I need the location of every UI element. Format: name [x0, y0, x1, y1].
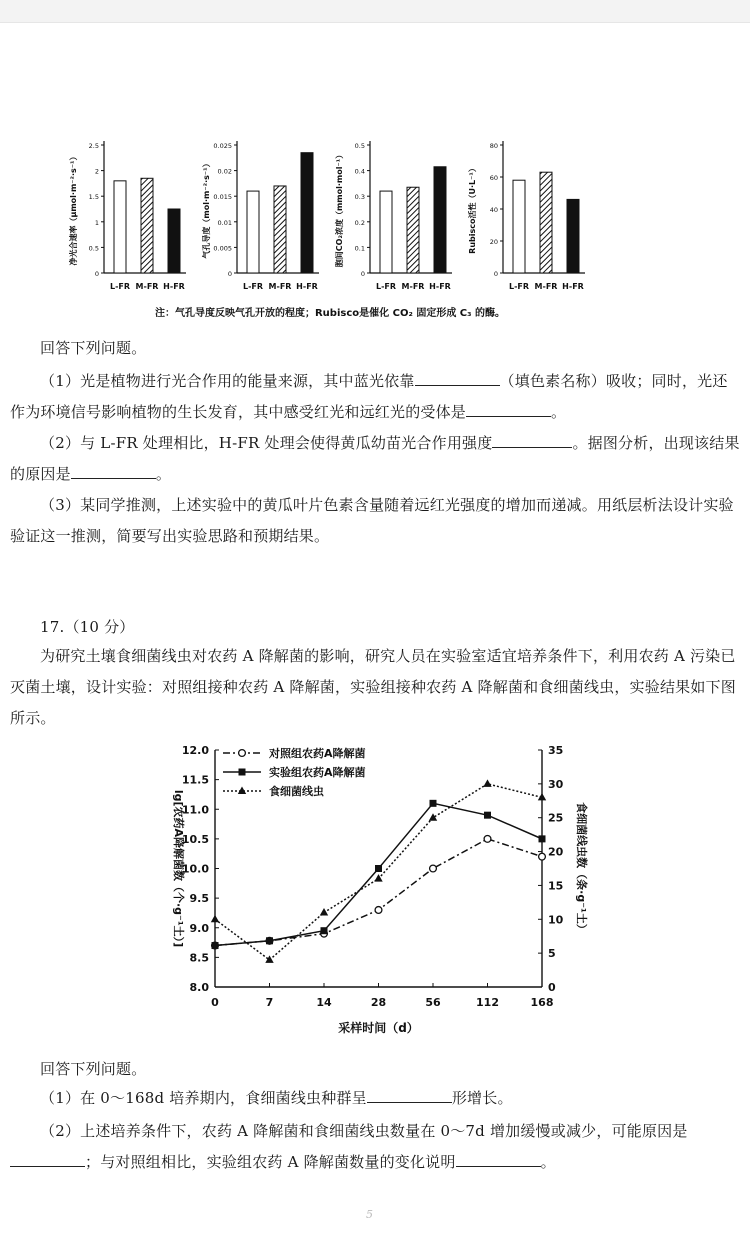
answer-blank-growth-type[interactable]	[367, 1088, 452, 1103]
left-y-tick-label: 11.5	[181, 773, 209, 787]
y-tick-label: 0	[360, 270, 365, 278]
q17-stem: 为研究土壤食细菌线虫对农药 A 降解菌的影响，研究人员在实验室适宜培养条件下，利用农药 A 污染已灭菌土壤，设计实验：对照组接种农药 A 降解菌，实验组接种农药 A 降解菌和食细菌线虫，实验结果如下图所示。	[10, 647, 736, 727]
data-point	[484, 812, 491, 819]
y-tick-label: 0.025	[213, 142, 232, 150]
y-axis-label: Rubisco活性（U·L⁻¹）	[468, 164, 477, 254]
y-tick-label: 0.02	[217, 167, 232, 176]
y-tick-label: 40	[489, 206, 498, 214]
q17-header: 17.（10 分）	[40, 618, 135, 636]
left-y-tick-label: 8.0	[189, 981, 209, 994]
x-tick-label: 168	[530, 996, 554, 1009]
right-y-axis-label: 食细菌线虫数（条·g⁻¹土）	[575, 802, 588, 935]
data-point	[539, 835, 546, 842]
bar-l-fr	[114, 181, 126, 273]
x-tick-label: 7	[265, 996, 274, 1009]
y-tick-label: 20	[489, 238, 498, 246]
legend-marker	[239, 750, 246, 757]
bar-m-fr	[540, 172, 552, 273]
answer-blank-intensity[interactable]	[492, 433, 572, 448]
left-y-tick-label: 9.0	[189, 921, 209, 935]
bar-charts-figure	[60, 130, 600, 330]
line-chart-figure	[155, 735, 615, 1040]
right-y-tick-label: 25	[548, 811, 564, 825]
right-y-tick-label: 5	[548, 947, 556, 961]
x-tick-label: H-FR	[562, 282, 584, 291]
series-line	[215, 839, 542, 946]
y-tick-label: 0.4	[354, 167, 365, 176]
bar-h-fr	[434, 167, 446, 273]
control-series	[212, 835, 546, 948]
x-tick-label: 0	[211, 996, 219, 1009]
y-tick-label: 0.5	[354, 142, 365, 150]
x-tick-label: H-FR	[163, 282, 185, 291]
y-tick-label: 0	[94, 270, 99, 278]
q16-intro: 回答下列问题。	[40, 339, 147, 357]
x-tick-label: M-FR	[401, 282, 425, 291]
bar-l-fr	[380, 191, 392, 273]
bar-chart-4	[467, 141, 585, 291]
data-point	[429, 813, 437, 821]
legend	[223, 746, 366, 798]
y-tick-label: 0.3	[354, 193, 365, 202]
bar-h-fr	[301, 153, 313, 273]
y-tick-label: 0	[227, 270, 232, 278]
q16-part3: （3）某同学推测，上述实验中的黄瓜叶片色素含量随着远红光强度的增加而递减。用纸层析法设计实验验证这一推测，简要写出实验思路和预期结果。	[10, 496, 734, 545]
x-tick-label: 112	[476, 996, 499, 1009]
right-y-tick-label: 0	[548, 981, 556, 994]
data-point	[211, 915, 219, 923]
x-tick-label: L-FR	[109, 282, 131, 291]
bar-chart-1	[68, 141, 186, 291]
data-point	[321, 927, 328, 934]
q16-part2: （2）与 L-FR 处理相比，H-FR 处理会使得黄瓜幼苗光合作用强度 。据图分析，出现该结果的原因是 。	[10, 434, 740, 483]
bar-m-fr	[407, 187, 419, 273]
left-y-tick-label: 10.0	[181, 862, 209, 876]
x-tick-label: 56	[425, 996, 441, 1009]
bar-chart-2	[201, 141, 319, 291]
answer-blank-receptor[interactable]	[466, 402, 551, 417]
page-number: 5	[366, 1208, 373, 1221]
y-axis-label: 胞间CO₂浓度（mmol·mol⁻¹）	[335, 150, 344, 268]
q17-part1: （1）在 0～168d 培养期内，食细菌线虫种群呈 形增长。	[40, 1089, 513, 1107]
y-tick-label: 60	[489, 174, 498, 182]
data-point	[430, 865, 437, 872]
left-y-axis-label: lg[农药A降解菌数（个·g⁻¹土）]	[172, 789, 185, 948]
y-axis-label: 净光合速率（μmol·m⁻²·s⁻¹）	[69, 152, 78, 266]
figure-note: 注：气孔导度反映气孔开放的程度；Rubisco是催化 CO₂ 固定形成 C₃ 的酶。	[154, 308, 506, 319]
y-tick-label: 80	[489, 142, 498, 150]
right-y-tick-label: 10	[548, 913, 564, 927]
q17-intro: 回答下列问题。	[40, 1060, 147, 1078]
bar-m-fr	[274, 186, 286, 273]
x-tick-label: L-FR	[508, 282, 530, 291]
y-tick-label: 0.5	[88, 244, 99, 253]
x-axis-label: 采样时间（d）	[338, 1021, 419, 1035]
left-y-tick-label: 8.5	[189, 951, 209, 965]
x-tick-label: M-FR	[135, 282, 159, 291]
y-axis-label: 气孔导度（mol·m⁻²·s⁻¹）	[202, 159, 211, 259]
y-tick-label: 2	[94, 167, 99, 176]
right-y-tick-label: 30	[548, 777, 564, 791]
x-tick-label: 14	[316, 996, 332, 1009]
legend-label: 食细菌线虫	[269, 785, 324, 798]
data-point	[320, 908, 328, 916]
x-tick-label: H-FR	[429, 282, 451, 291]
x-tick-label: L-FR	[242, 282, 264, 291]
y-tick-label: 0	[493, 270, 498, 278]
y-tick-label: 0.2	[354, 218, 365, 227]
bar-l-fr	[247, 191, 259, 273]
data-point	[430, 800, 437, 807]
answer-blank-cause[interactable]	[10, 1152, 85, 1167]
data-point	[375, 907, 382, 914]
right-y-tick-label: 15	[548, 879, 564, 893]
x-tick-label: M-FR	[268, 282, 292, 291]
y-tick-label: 0.01	[217, 218, 232, 227]
y-tick-label: 1	[94, 218, 99, 227]
bar-h-fr	[168, 209, 180, 273]
q17-part2: （2）上述培养条件下，农药 A 降解菌和食细菌线虫数量在 0～7d 增加缓慢或减少，可能原因是；与对照组相比，实验组农药 A 降解菌数量的变化说明 。	[10, 1116, 742, 1178]
right-y-tick-label: 35	[548, 744, 564, 757]
data-point	[212, 942, 219, 949]
data-point	[266, 937, 273, 944]
left-y-tick-label: 10.5	[181, 832, 209, 846]
data-point	[538, 793, 546, 801]
left-y-tick-label: 11.0	[181, 803, 209, 817]
answer-blank-pigment[interactable]	[415, 371, 500, 386]
y-tick-label: 0.1	[354, 244, 365, 253]
data-point	[375, 865, 382, 872]
bar-chart-3	[334, 141, 452, 291]
y-tick-label: 0.015	[213, 193, 232, 202]
viewer-top-bar	[0, 0, 750, 23]
x-tick-label: H-FR	[296, 282, 318, 291]
y-tick-label: 2.5	[88, 142, 99, 150]
left-y-tick-label: 9.5	[189, 892, 209, 906]
legend-label: 对照组农药A降解菌	[269, 747, 366, 760]
bar-m-fr	[141, 178, 153, 273]
y-tick-label: 0.005	[213, 244, 232, 253]
y-tick-label: 1.5	[88, 193, 99, 202]
data-point	[484, 835, 491, 842]
answer-blank-explanation[interactable]	[456, 1152, 541, 1167]
x-tick-label: L-FR	[375, 282, 397, 291]
answer-blank-reason[interactable]	[71, 464, 156, 479]
x-tick-label: 28	[370, 996, 387, 1009]
q16-part1: （1）光是植物进行光合作用的能量来源，其中蓝光依靠 （填色素名称）吸收；同时，光还作为环境信号影响植物的生长发育，其中感受红光和远红光的受体是 。	[10, 372, 728, 421]
data-point	[483, 779, 491, 787]
x-tick-label: M-FR	[534, 282, 558, 291]
legend-marker	[239, 769, 246, 776]
bar-h-fr	[567, 199, 579, 273]
right-y-tick-label: 20	[548, 845, 564, 859]
legend-label: 实验组农药A降解菌	[269, 766, 366, 779]
left-y-tick-label: 12.0	[181, 744, 209, 757]
data-point	[539, 853, 546, 860]
bar-l-fr	[513, 180, 525, 273]
